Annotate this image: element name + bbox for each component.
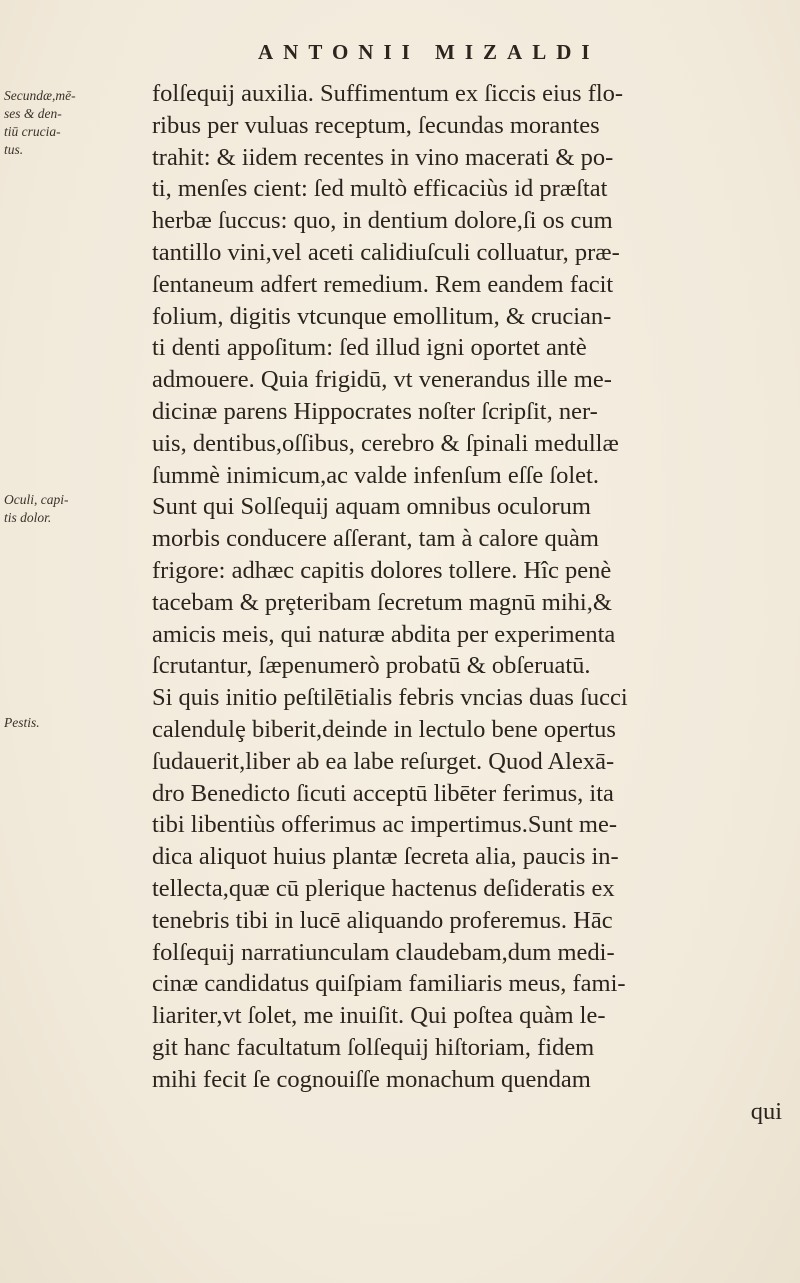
text-line: frigore: adhæc capitis dolores tollere. Hîc penè (152, 556, 612, 584)
text-line: ſcrutantur, ſæpenumerò probatū & obſeruatū. (152, 652, 591, 680)
text-line: folſequij narratiunculam claudebam,dum medi- (152, 938, 615, 966)
margin-note-line: ses & den- (4, 106, 62, 121)
text-line: git hanc facultatum ſolſequij hiſtoriam, fidem (152, 1033, 595, 1061)
margin-note-line: tis dolor. (4, 510, 52, 525)
text-line: folſequij auxilia. Suffimentum ex ſiccis eius flo- (152, 80, 624, 107)
text-line: liariter,vt ſolet, me inuiſit. Qui poſtea quàm le- (152, 1002, 606, 1030)
running-head: ANTONII MIZALDI (258, 40, 600, 64)
text-line: mihi fecit ſe cognouiſſe monachum quendam (152, 1065, 591, 1093)
text-line: dica aliquot huius plantæ ſecreta alia, paucis in- (152, 843, 619, 871)
body-text (152, 78, 792, 1127)
text-line: morbis conducere aſſerant, tam à calore quàm (152, 525, 599, 553)
margin-note-line: Secundæ,mē- (4, 88, 76, 103)
margin-note-line: Oculi, capi- (4, 492, 69, 507)
text-line: herbæ ſuccus: quo, in dentium dolore,ſi os cum (152, 207, 613, 235)
margin-note-line: tiū crucia- (4, 124, 61, 139)
text-line: ti denti appoſitum: ſed illud igni oportet antè (152, 334, 587, 362)
text-line: tellecta,quæ cū plerique hactenus deſideratis ex (152, 874, 615, 902)
text-line: amicis meis, qui naturæ abdita per experimenta (152, 620, 616, 648)
margin-note-teeth (4, 87, 154, 159)
text-line: tibi libentiùs offerimus ac impertimus.Sunt me- (152, 811, 617, 839)
text-line: admouere. Quia frigidū, vt venerandus ille me- (152, 366, 612, 394)
catchword: qui (750, 1097, 782, 1125)
text-line: ribus per vuluas receptum, ſecundas morantes (152, 111, 600, 139)
text-line: ſudauerit,liber ab ea labe reſurget. Quod Alexā- (152, 747, 615, 775)
margin-note-plague (4, 714, 154, 732)
text-line: tenebris tibi in lucē aliquando proferemus. Hāc (152, 906, 613, 934)
margin-note-line: Pestis. (4, 715, 40, 730)
text-line: tantillo vini,vel aceti calidiuſculi colluatur, præ- (152, 238, 620, 266)
margin-note-eyes (4, 491, 154, 527)
text-line: trahit: & iidem recentes in vino macerati & po- (152, 143, 614, 171)
text-line: dicinæ parens Hippocrates noſter ſcripſit, ner- (152, 397, 598, 425)
margin-note-line: tus. (4, 142, 24, 157)
text-line: ſentaneum adfert remedium. Rem eandem facit (152, 270, 614, 298)
text-line: ti, menſes cient: ſed multò efficaciùs id præſtat (152, 175, 608, 203)
text-line: Sunt qui Solſequij aquam omnibus oculorum (152, 493, 591, 521)
text-line: Si quis initio peſtilētialis febris vncias duas ſucci (152, 684, 628, 712)
text-line: folium, digitis vtcunque emollitum, & crucian- (152, 302, 612, 330)
text-line: cinæ candidatus quiſpiam familiaris meus, fami- (152, 970, 626, 998)
text-line: uis, dentibus,oſſibus, cerebro & ſpinali medullæ (152, 429, 619, 457)
text-line: dro Benedicto ſicuti acceptū libēter ferimus, ita (152, 779, 614, 807)
text-line: calendulȩ biberit,deinde in lectulo bene opertus (152, 715, 616, 743)
text-line: ſummè inimicum,ac valde infenſum eſſe ſolet. (152, 461, 599, 489)
text-line: tacebam & prȩteribam ſecretum magnū mihi,& (152, 588, 612, 616)
